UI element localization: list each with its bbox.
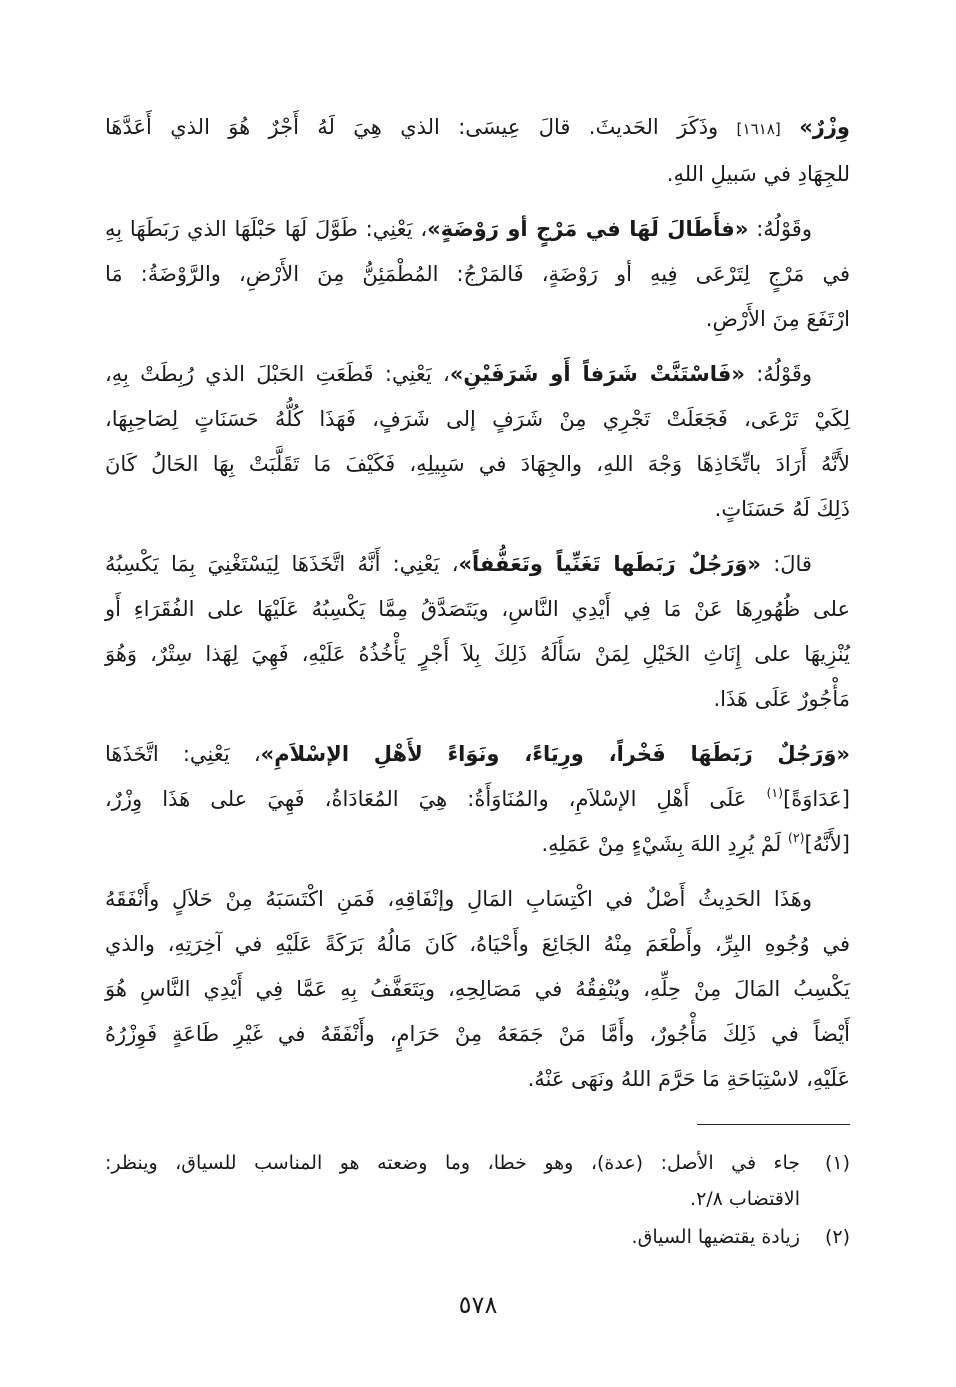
text-line <box>105 105 850 152</box>
paragraph <box>105 352 850 532</box>
footnote-separator <box>697 1124 850 1125</box>
hadith-quote: «وَرَجُلٌ رَبَطَها تَغَنِّياً وتَعَفُّفاً» <box>458 552 761 576</box>
paragraph <box>105 542 850 722</box>
text-line <box>105 967 850 1012</box>
paragraph <box>105 105 850 197</box>
hadith-quote: «فَاسْتَنَّتْ شَرَفاً أَو شَرَفَيْنِ» <box>449 362 745 386</box>
text-segment: مَأْجُورٌ عَلَى هَذَا. <box>713 687 850 711</box>
footnote-ref: (١) <box>766 785 784 801</box>
text-line <box>105 1012 850 1057</box>
text-line <box>105 877 850 922</box>
text-line <box>105 442 850 487</box>
text-line <box>105 732 850 777</box>
text-segment: في مَرْجٍ لِتَرْعَى فِيهِ أو رَوْضَةٍ، فَالمَرْجُ: المُطْمَئِنُّ مِنَ الأَرْضِ، والرَّوْضَةُ: مَا <box>105 262 850 286</box>
text-segment: ذَلِكَ لَهُ حَسَنَاتٍ. <box>714 497 850 521</box>
text-segment: أَيْضاً في ذَلِكَ مَأْجُورٌ، وأَمَّا مَنْ جَمَعَهُ مِنْ حَرَامٍ، وأَنْفَقَهُ في غَيْرِ طَاعَةٍ فَوِزْرُهُ <box>105 1022 850 1046</box>
paragraph <box>105 732 850 867</box>
text-line <box>105 1057 850 1102</box>
text-line <box>105 777 850 822</box>
text-line <box>105 152 850 197</box>
footnote <box>105 1145 850 1217</box>
text-segment: عَلَيْهِ، لاسْتِبَاحَةِ مَا حَرَّمَ اللهُ ونَهَى عَنْهُ. <box>527 1067 850 1091</box>
text-segment: يَكْسِبُ المَالَ مِنْ حِلِّهِ، ويُنْفِقُهُ في مَصَالِحِهِ، ويَتَعَفَّفُ بِهِ عَمَّا فِي أَيْدِي النَّاسِ هُوَ <box>105 977 850 1001</box>
text-segment: ، يَعْنِي: قَطَعَتِ الحَبْلَ الذي رُبِطَتْ بِهِ، <box>105 362 450 386</box>
text-segment: لَمْ يُرِدِ اللهَ بِشَيْءٍ مِنْ عَمَلِهِ. <box>541 832 782 856</box>
footnote-line: جاء في الأصل: (عدة)، وهو خطا، وما وضعته هو المناسب للسياق، وينظر: <box>105 1152 800 1174</box>
text-line <box>105 632 850 677</box>
text-line <box>105 397 850 442</box>
footnote-number: (٢) <box>824 1226 850 1248</box>
text-segment: [لأَنَّهُ] <box>804 832 850 856</box>
text-segment: وقَوْلُهُ: <box>756 362 812 386</box>
text-line <box>105 822 850 867</box>
hadith-number: [١٦١٨] <box>736 120 781 138</box>
text-segment: عَلَى أَهْلِ الإسْلاَمِ، والمُنَاوَأَةُ: هِيَ المُعَادَاةُ، فَهِيَ على هَذَا وِزْرٌ، <box>105 787 747 811</box>
text-segment: ارْتَفَعَ مِنَ الأَرْضِ. <box>705 307 850 331</box>
text-segment: في وُجُوهِ البِرِّ، وأَطْعَمَ مِنْهُ الجَائِعَ وأَحْيَاهُ، كَانَ مَالُهُ بَرَكَةً عَلَيْهِ في آخِرَتِهِ، والذي <box>105 932 850 956</box>
paragraph <box>105 877 850 1102</box>
text-line <box>105 352 850 397</box>
hadith-quote: «فأَطَالَ لَهَا في مَرْجٍ أو رَوْضَةٍ» <box>427 217 749 241</box>
text-segment: على ظُهُورِهَا عَنْ مَا فِي أَيْدِي النَّاسِ، ويَتَصَدَّقُ مِمَّا يَكْسِبُهُ عَلَيْهَا على الفُقَرَاءِ أَو <box>105 597 850 621</box>
text-segment: ، يَعْنِي: اتَّخَذَهَا <box>105 742 261 766</box>
text-segment: [عَدَاوَةً] <box>783 787 850 811</box>
hadith-quote: «وَرَجُلٌ رَبَطَهَا فَخْراً، ورِيَاءً، ونَوَاءً لأَهْلِ الإسْلاَمِ» <box>260 742 850 766</box>
footnote-line: زيادة يقتضيها السياق. <box>631 1226 800 1248</box>
paragraph <box>105 207 850 342</box>
hadith-quote-end: وِزْرٌ» <box>799 115 850 139</box>
text-segment: قالَ: <box>773 552 812 576</box>
footnote-line: الاقتضاب ٢/٨. <box>690 1188 800 1210</box>
text-segment: وذَكَرَ الحَديثَ. قالَ عِيسَى: الذي هِيَ لَهُ أَجْرٌ هُوَ الذي أَعَدَّهَا <box>105 115 719 139</box>
footnote-number: (١) <box>824 1152 850 1174</box>
text-line <box>105 542 850 587</box>
text-segment: لأَنَّهُ أَرَادَ باتِّخَاذِهَا وَجْهَ اللهِ، والجِهَادَ في سَبِيلِهِ، فَكَيْفَ مَا تَقَلَّبَتْ بِهَا الحَالُ كَانَ <box>105 452 850 476</box>
text-segment: وقَوْلُهُ: <box>756 217 812 241</box>
text-segment: ، يَعْنِي: أَنَّهُ اتَّخَذَهَا لِيَسْتَغْنِيَ بِمَا يَكْسِبُهُ <box>105 552 459 576</box>
text-line <box>105 487 850 532</box>
text-line <box>105 677 850 722</box>
footnote <box>105 1219 850 1255</box>
text-line <box>105 207 850 252</box>
footnote-ref: (٢) <box>787 830 805 846</box>
text-segment: لِكَيْ تَرْعَى، فَجَعَلَتْ تَجْرِي مِنْ شَرَفٍ إلى شَرَفٍ، فَهَذَا كُلُّهُ حَسَنَاتٍ لِصَاحِبِهَا، <box>105 407 850 431</box>
footnotes <box>105 1145 850 1255</box>
text-segment: ، يَعْنِي: طَوَّلَ لَهَا حَبْلَهَا الذي رَبَطَهَا بِهِ <box>105 217 428 241</box>
text-line <box>105 297 850 342</box>
text-line <box>105 587 850 632</box>
text-line <box>105 252 850 297</box>
text-line <box>105 922 850 967</box>
footnote-text <box>105 1145 800 1217</box>
text-segment: للجِهَادِ في سَبيلِ اللهِ. <box>666 162 850 186</box>
page-number: ٥٧٨ <box>458 1291 498 1319</box>
main-text <box>105 105 850 1102</box>
text-segment: يُنْزِيهَا على إِنَاثِ الخَيْلِ لِمَنْ سَأَلَهُ ذَلِكَ بِلاَ أَجْرٍ يَأْخُذُهُ عَلَيْهِ، فَهِيَ لِهَذا سِتْرٌ، وَهُوَ <box>105 642 850 666</box>
text-segment: وهَذَا الحَدِيثُ أَصْلٌ في اكْتِسَابِ المَالِ وإنْفَاقِهِ، فَمَنِ اكْتَسَبَهُ مِنْ حَلاَلٍ وأَنْفَقَهُ <box>105 887 812 911</box>
footnote-text <box>105 1219 800 1255</box>
